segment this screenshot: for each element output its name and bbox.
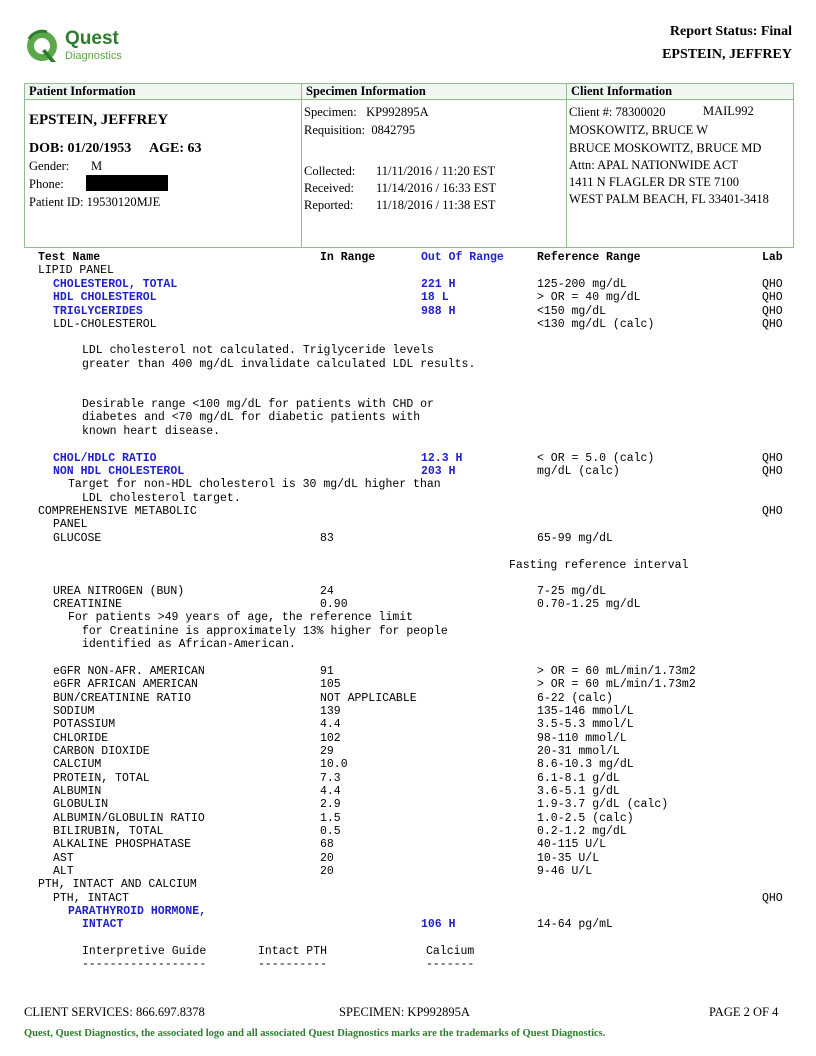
result-test-name: LIPID PANEL: [38, 264, 114, 277]
result-test-name: Desirable range <100 mg/dL for patients with CHD or: [82, 398, 434, 411]
result-test-name: For patients >49 years of age, the reference limit: [68, 611, 414, 624]
calcium-label: Calcium: [426, 945, 475, 958]
result-reference-range: 65-99 mg/dL: [537, 532, 613, 545]
client-information: [567, 84, 793, 247]
result-test-name: ALKALINE PHOSPHATASE: [53, 838, 192, 851]
result-test-name: GLOBULIN: [53, 798, 109, 811]
result-out-of-range: 18 L: [421, 291, 449, 304]
result-lab: QHO: [762, 505, 783, 518]
result-in-range: 4.4: [320, 785, 341, 798]
client-line-4: 1411 N FLAGLER DR STE 7100: [569, 175, 740, 189]
result-reference-range: 98-110 mmol/L: [537, 732, 627, 745]
result-test-name: ALBUMIN/GLOBULIN RATIO: [53, 812, 205, 825]
collected-label: Collected:: [304, 164, 356, 178]
result-reference-range: < OR = 5.0 (calc): [537, 452, 655, 465]
result-reference-range: 1.0-2.5 (calc): [537, 812, 634, 825]
result-reference-range: 9-46 U/L: [537, 865, 593, 878]
result-out-of-range: 221 H: [421, 278, 456, 291]
result-in-range: 102: [320, 732, 341, 745]
result-in-range: 91: [320, 665, 334, 678]
requisition-number: Requisition: 0842795: [304, 123, 416, 137]
result-test-name: SODIUM: [53, 705, 95, 718]
result-test-name: for Creatinine is approximately 13% higher for people: [82, 625, 448, 638]
result-in-range: 139: [320, 705, 341, 718]
result-test-name: BUN/CREATININE RATIO: [53, 692, 192, 705]
col-in-range: In Range: [320, 251, 376, 264]
result-test-name: PARATHYROID HORMONE,: [68, 905, 207, 918]
result-reference-range: 14-64 pg/mL: [537, 918, 613, 931]
patient-info-heading: Patient Information: [25, 84, 301, 100]
result-test-name: ALT: [53, 865, 74, 878]
result-out-of-range: 12.3 H: [421, 452, 463, 465]
reported-label: Reported:: [304, 198, 354, 212]
result-reference-range: 7-25 mg/dL: [537, 585, 607, 598]
result-reference-range: <150 mg/dL: [537, 305, 607, 318]
result-test-name: UREA NITROGEN (BUN): [53, 585, 185, 598]
result-reference-range: 3.6-5.1 g/dL: [537, 785, 620, 798]
result-reference-range: 135-146 mmol/L: [537, 705, 634, 718]
result-test-name: ALBUMIN: [53, 785, 102, 798]
result-reference-range: 6-22 (calc): [537, 692, 613, 705]
client-line-1: MOSKOWITZ, BRUCE W: [569, 123, 709, 137]
result-test-name: POTASSIUM: [53, 718, 116, 731]
result-lab: QHO: [762, 318, 783, 331]
client-line-5: WEST PALM BEACH, FL 33401-3418: [569, 192, 769, 206]
result-out-of-range: 988 H: [421, 305, 456, 318]
col-lab: Lab: [762, 251, 783, 264]
result-test-name: CREATININE: [53, 598, 123, 611]
result-reference-range: 1.9-3.7 g/dL (calc): [537, 798, 669, 811]
result-test-name: eGFR NON-AFR. AMERICAN: [53, 665, 205, 678]
result-test-name: GLUCOSE: [53, 532, 102, 545]
brand-subname: Diagnostics: [65, 50, 122, 62]
result-lab: QHO: [762, 291, 783, 304]
result-test-name: PTH, INTACT: [53, 892, 129, 905]
result-reference-range: 0.70-1.25 mg/dL: [537, 598, 641, 611]
result-lab: QHO: [762, 305, 783, 318]
result-test-name: eGFR AFRICAN AMERICAN: [53, 678, 198, 691]
patient-age: AGE: 63: [149, 141, 202, 156]
result-lab: QHO: [762, 465, 783, 478]
result-test-name: CHLORIDE: [53, 732, 109, 745]
result-test-name: diabetes and <70 mg/dL for diabetic patients with: [82, 411, 421, 424]
header-patient-name: EPSTEIN, JEFFREY: [662, 47, 792, 62]
client-number: Client #: 78300020: [569, 105, 666, 119]
result-reference-range: 10-35 U/L: [537, 852, 600, 865]
fasting-note: Fasting reference interval: [509, 559, 689, 572]
result-in-range: 20: [320, 852, 334, 865]
result-reference-range: 0.2-1.2 mg/dL: [537, 825, 627, 838]
received-value: 11/14/2016 / 16:33 EST: [376, 181, 497, 195]
info-box: [24, 83, 794, 248]
result-in-range: 20: [320, 865, 334, 878]
col-reference-range: Reference Range: [537, 251, 641, 264]
report-status: Report Status: Final: [669, 24, 792, 39]
result-in-range: 0.90: [320, 598, 348, 611]
result-test-name: LDL cholesterol target.: [82, 492, 241, 505]
gender-value: M: [91, 159, 103, 173]
result-out-of-range: 203 H: [421, 465, 456, 478]
result-test-name: known heart disease.: [82, 425, 221, 438]
result-in-range: 4.4: [320, 718, 341, 731]
received-label: Received:: [304, 181, 354, 195]
phone-redaction: [86, 175, 168, 191]
client-services: CLIENT SERVICES: 866.697.8378: [24, 1005, 205, 1019]
result-reference-range: 20-31 mmol/L: [537, 745, 620, 758]
client-mail-code: MAIL992: [703, 104, 754, 118]
result-reference-range: > OR = 60 mL/min/1.73m2: [537, 665, 696, 678]
result-lab: QHO: [762, 452, 783, 465]
result-in-range: 0.5: [320, 825, 341, 838]
result-test-name: PANEL: [53, 518, 88, 531]
result-test-name: NON HDL CHOLESTEROL: [53, 465, 185, 478]
phone-label: Phone:: [29, 177, 64, 191]
gender-label: Gender:: [29, 159, 70, 173]
reported-value: 11/18/2016 / 11:38 EST: [376, 198, 496, 212]
patient-name: EPSTEIN, JEFFREY: [29, 112, 169, 128]
result-test-name: LDL cholesterol not calculated. Triglyceride levels: [82, 344, 434, 357]
result-reference-range: 6.1-8.1 g/dL: [537, 772, 620, 785]
result-test-name: INTACT: [82, 918, 124, 931]
result-in-range: NOT APPLICABLE: [320, 692, 417, 705]
result-test-name: CALCIUM: [53, 758, 102, 771]
patient-information: [25, 84, 302, 247]
quest-logo: [25, 27, 175, 67]
collected-value: 11/11/2016 / 11:20 EST: [376, 164, 496, 178]
page-number: PAGE 2 OF 4: [709, 1005, 779, 1019]
result-lab: QHO: [762, 892, 783, 905]
result-test-name: HDL CHOLESTEROL: [53, 291, 157, 304]
specimen-info-heading: Specimen Information: [302, 84, 566, 100]
interpretive-guide-label: Interpretive Guide: [82, 945, 207, 958]
result-in-range: 1.5: [320, 812, 341, 825]
result-reference-range: 125-200 mg/dL: [537, 278, 627, 291]
result-in-range: 83: [320, 532, 334, 545]
result-test-name: BILIRUBIN, TOTAL: [53, 825, 164, 838]
col-out-of-range: Out Of Range: [421, 251, 504, 264]
result-test-name: TRIGLYCERIDES: [53, 305, 143, 318]
col-test-name: Test Name: [38, 251, 101, 264]
footer-specimen: SPECIMEN: KP992895A: [339, 1005, 470, 1019]
intact-pth-label: Intact PTH: [258, 945, 328, 958]
result-reference-range: 8.6-10.3 mg/dL: [537, 758, 634, 771]
brand-name: Quest: [65, 28, 119, 49]
result-test-name: identified as African-American.: [82, 638, 296, 651]
trademark-notice: Quest, Quest Diagnostics, the associated logo and all associated Quest Diagnostics marks are the trademarks of Quest Diagnostics.: [24, 1028, 606, 1039]
result-in-range: 24: [320, 585, 334, 598]
result-reference-range: > OR = 60 mL/min/1.73m2: [537, 678, 696, 691]
result-test-name: COMPREHENSIVE METABOLIC: [38, 505, 197, 518]
result-test-name: CARBON DIOXIDE: [53, 745, 150, 758]
result-test-name: CHOL/HDLC RATIO: [53, 452, 157, 465]
client-info-heading: Client Information: [567, 84, 793, 100]
result-test-name: AST: [53, 852, 74, 865]
patient-dob: DOB: 01/20/1953: [29, 141, 132, 156]
result-reference-range: > OR = 40 mg/dL: [537, 291, 641, 304]
specimen-number: Specimen: KP992895A: [304, 105, 429, 119]
result-lab: QHO: [762, 278, 783, 291]
pth-underline: ----------: [258, 958, 328, 971]
result-test-name: PTH, INTACT AND CALCIUM: [38, 878, 197, 891]
result-in-range: 29: [320, 745, 334, 758]
calcium-underline: -------: [426, 958, 475, 971]
result-reference-range: <130 mg/dL (calc): [537, 318, 655, 331]
specimen-information: [302, 84, 567, 247]
result-in-range: 68: [320, 838, 334, 851]
result-in-range: 7.3: [320, 772, 341, 785]
guide-underline: ------------------: [82, 958, 207, 971]
result-test-name: CHOLESTEROL, TOTAL: [53, 278, 178, 291]
result-test-name: Target for non-HDL cholesterol is 30 mg/dL higher than: [68, 478, 441, 491]
result-test-name: PROTEIN, TOTAL: [53, 772, 150, 785]
result-reference-range: mg/dL (calc): [537, 465, 620, 478]
result-in-range: 105: [320, 678, 341, 691]
result-out-of-range: 106 H: [421, 918, 456, 931]
result-reference-range: 40-115 U/L: [537, 838, 607, 851]
result-reference-range: 3.5-5.3 mmol/L: [537, 718, 634, 731]
result-in-range: 10.0: [320, 758, 348, 771]
patient-id: Patient ID: 19530120MJE: [29, 195, 161, 209]
client-line-3: Attn: APAL NATIONWIDE ACT: [569, 158, 738, 172]
client-line-2: BRUCE MOSKOWITZ, BRUCE MD: [569, 141, 762, 155]
quest-logo-icon: [25, 29, 61, 65]
result-test-name: greater than 400 mg/dL invalidate calculated LDL results.: [82, 358, 476, 371]
result-in-range: 2.9: [320, 798, 341, 811]
result-test-name: LDL-CHOLESTEROL: [53, 318, 157, 331]
